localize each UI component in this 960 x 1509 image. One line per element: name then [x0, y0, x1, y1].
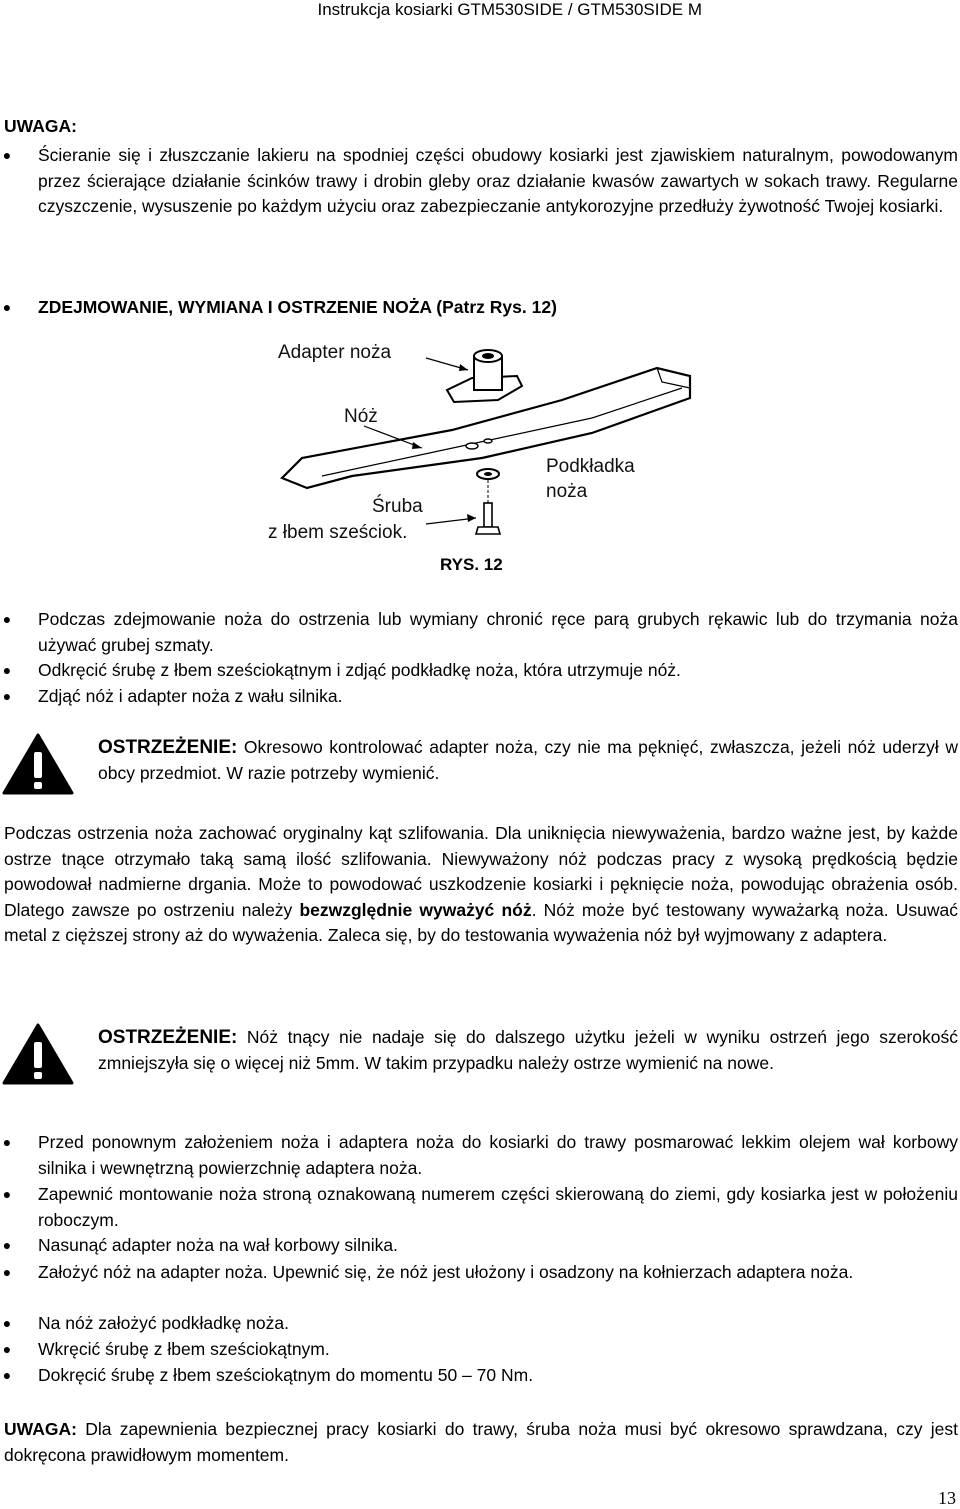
washer-hole	[484, 472, 492, 476]
warning-triangle-icon	[2, 1022, 74, 1086]
list-item	[0, 684, 958, 710]
step-text: Nasunąć adapter noża na wał korbowy silnika.	[38, 1235, 398, 1255]
bullet-icon: ●	[2, 1186, 12, 1202]
figure-caption: RYS. 12	[440, 555, 503, 574]
step-text: Wkręcić śrubę z łbem sześciokątnym.	[38, 1339, 330, 1359]
step-text: Zdjąć nóż i adapter noża z wału silnika.	[38, 686, 343, 706]
list-item	[0, 1182, 958, 1233]
section-title: ZDEJMOWANIE, WYMIANA I OSTRZENIE NOŻA (Patrz Rys. 12)	[38, 297, 557, 317]
bullet-icon: ●	[2, 1341, 12, 1357]
bullet-icon: ●	[2, 299, 12, 315]
final-note	[4, 1417, 958, 1468]
step-text: Dokręcić śrubę z łbem sześciokątnym do momentu 50 – 70 Nm.	[38, 1365, 534, 1385]
bolt-shank	[484, 503, 492, 527]
washer-label: Podkładka	[546, 456, 635, 477]
warning-block	[98, 1025, 958, 1076]
step-text: Zapewnić montowanie noża stroną oznakowaną numerem części skierowaną do ziemi, gdy kosiarka jest w położeniu roboczym.	[38, 1184, 958, 1230]
bullet-icon: ●	[2, 1237, 12, 1253]
warning-title: OSTRZEŻENIE:	[98, 737, 238, 758]
warning-triangle-icon	[2, 732, 74, 796]
sharpening-paragraph	[4, 821, 958, 949]
bullet-icon: ●	[2, 662, 12, 678]
step-text: Założyć nóż na adapter noża. Upewnić się, że nóż jest ułożony i osadzony na kołnierzach adaptera noża.	[38, 1262, 854, 1282]
bolt-arrow	[467, 514, 476, 522]
list-item	[0, 1363, 958, 1389]
adapter-bore	[482, 353, 494, 359]
list-item	[0, 143, 958, 220]
bullet-icon: ●	[2, 1367, 12, 1383]
blade-diagram	[262, 338, 692, 570]
section-heading	[0, 295, 958, 321]
bullet-icon: ●	[2, 1315, 12, 1331]
step-text: Przed ponownym założeniem noża i adaptera noża do kosiarki do trawy posmarować lekkim olejem wał korbowy silnika i wewnętrzną powierzchnię adaptera noża.	[38, 1132, 958, 1178]
warning-block	[98, 735, 958, 786]
warning-title: OSTRZEŻENIE:	[98, 1027, 238, 1048]
note-label: UWAGA:	[4, 1419, 77, 1439]
paragraph-text: Podczas ostrzenia noża zachować oryginalny kąt szlifowania. Dla uniknięcia niewyważenia, bardzo ważne jest, by każde ostrze tnące otrzymało taką samą ilość szlifowania. Niewyważony nóż podczas pracy z wysoką prędkością będzie powodował nadmierne drgania. Może to powodować uszkodzenie kosiarki i pęknięcie noża, powodując obrażenia osób. Dlatego zawsze po ostrzeniu należy	[4, 823, 958, 920]
bolt-label: Śruba	[372, 496, 423, 517]
emphasis-text: bezwzględnie wyważyć nóż	[299, 899, 532, 920]
list-item	[0, 607, 958, 658]
bullet-icon: ●	[2, 147, 12, 163]
adapter-label: Adapter noża	[278, 342, 392, 363]
note-label: UWAGA:	[4, 116, 77, 136]
bullet-icon: ●	[2, 611, 12, 627]
note-text: Ścieranie się i złuszczanie lakieru na spodniej części obudowy kosiarki jest zjawiskiem naturalnym, powodowanym przez ścierające działanie ścinków trawy i drobin gleby oraz działanie kwasów zawartych w sokach trawy. Regularne czyszczenie, wysuszenie po każdym użyciu oraz zabezpieczanie antykorozyjne przedłuży żywotność Twojej kosiarki.	[38, 145, 958, 216]
adapter-arrow	[459, 364, 468, 371]
bullet-icon: ●	[2, 1134, 12, 1150]
washer-label-2: noża	[546, 481, 588, 502]
bullet-icon: ●	[2, 688, 12, 704]
list-item	[0, 1233, 958, 1259]
warning-text: Nóż tnący nie nadaje się do dalszego użytku jeżeli w wyniku ostrzeń jego szerokość zmniejszyła się o więcej niż 5mm. W takim przypadku należy ostrze wymienić na nowe.	[98, 1027, 958, 1073]
blade-hole	[466, 443, 478, 449]
list-item	[0, 658, 958, 684]
page-header: Instrukcja kosiarki GTM530SIDE / GTM530SIDE M	[317, 0, 702, 19]
blade-label: Nóż	[344, 406, 378, 427]
list-item	[0, 1130, 958, 1181]
bolt-head	[476, 527, 500, 534]
note-text: Dla zapewnienia bezpiecznej pracy kosiarki do trawy, śruba noża musi być okresowo sprawdzana, czy jest dokręcona prawidłowym momentem.	[4, 1419, 958, 1465]
page-number: 13	[938, 1488, 956, 1508]
bolt-label-2: z łbem sześciok.	[268, 522, 408, 543]
step-text: Odkręcić śrubę z łbem sześciokątnym i zdjąć podkładkę noża, która utrzymuje nóż.	[38, 660, 681, 680]
list-item	[0, 1337, 958, 1363]
warning-text: Okresowo kontrolować adapter noża, czy nie ma pęknięć, zwłaszcza, jeżeli nóż uderzył w obcy przedmiot. W razie potrzeby wymienić.	[98, 737, 958, 783]
blade-hole-2	[484, 439, 492, 443]
list-item	[0, 1260, 958, 1286]
paragraph-text: . Nóż może być testowany wyważarką noża. Usuwać metal z cięższej strony aż do wyważenia. Zaleca się, by do testowania wyważenia nóż był wyjmowany z adaptera.	[4, 899, 958, 945]
step-text: Podczas zdejmowanie noża do ostrzenia lub wymiany chronić ręce parą grubych rękawic lub do trzymania noża używać grubej szmaty.	[38, 609, 958, 655]
step-text: Na nóż założyć podkładkę noża.	[38, 1313, 289, 1333]
bullet-icon: ●	[2, 1264, 12, 1280]
list-item	[0, 1311, 958, 1337]
